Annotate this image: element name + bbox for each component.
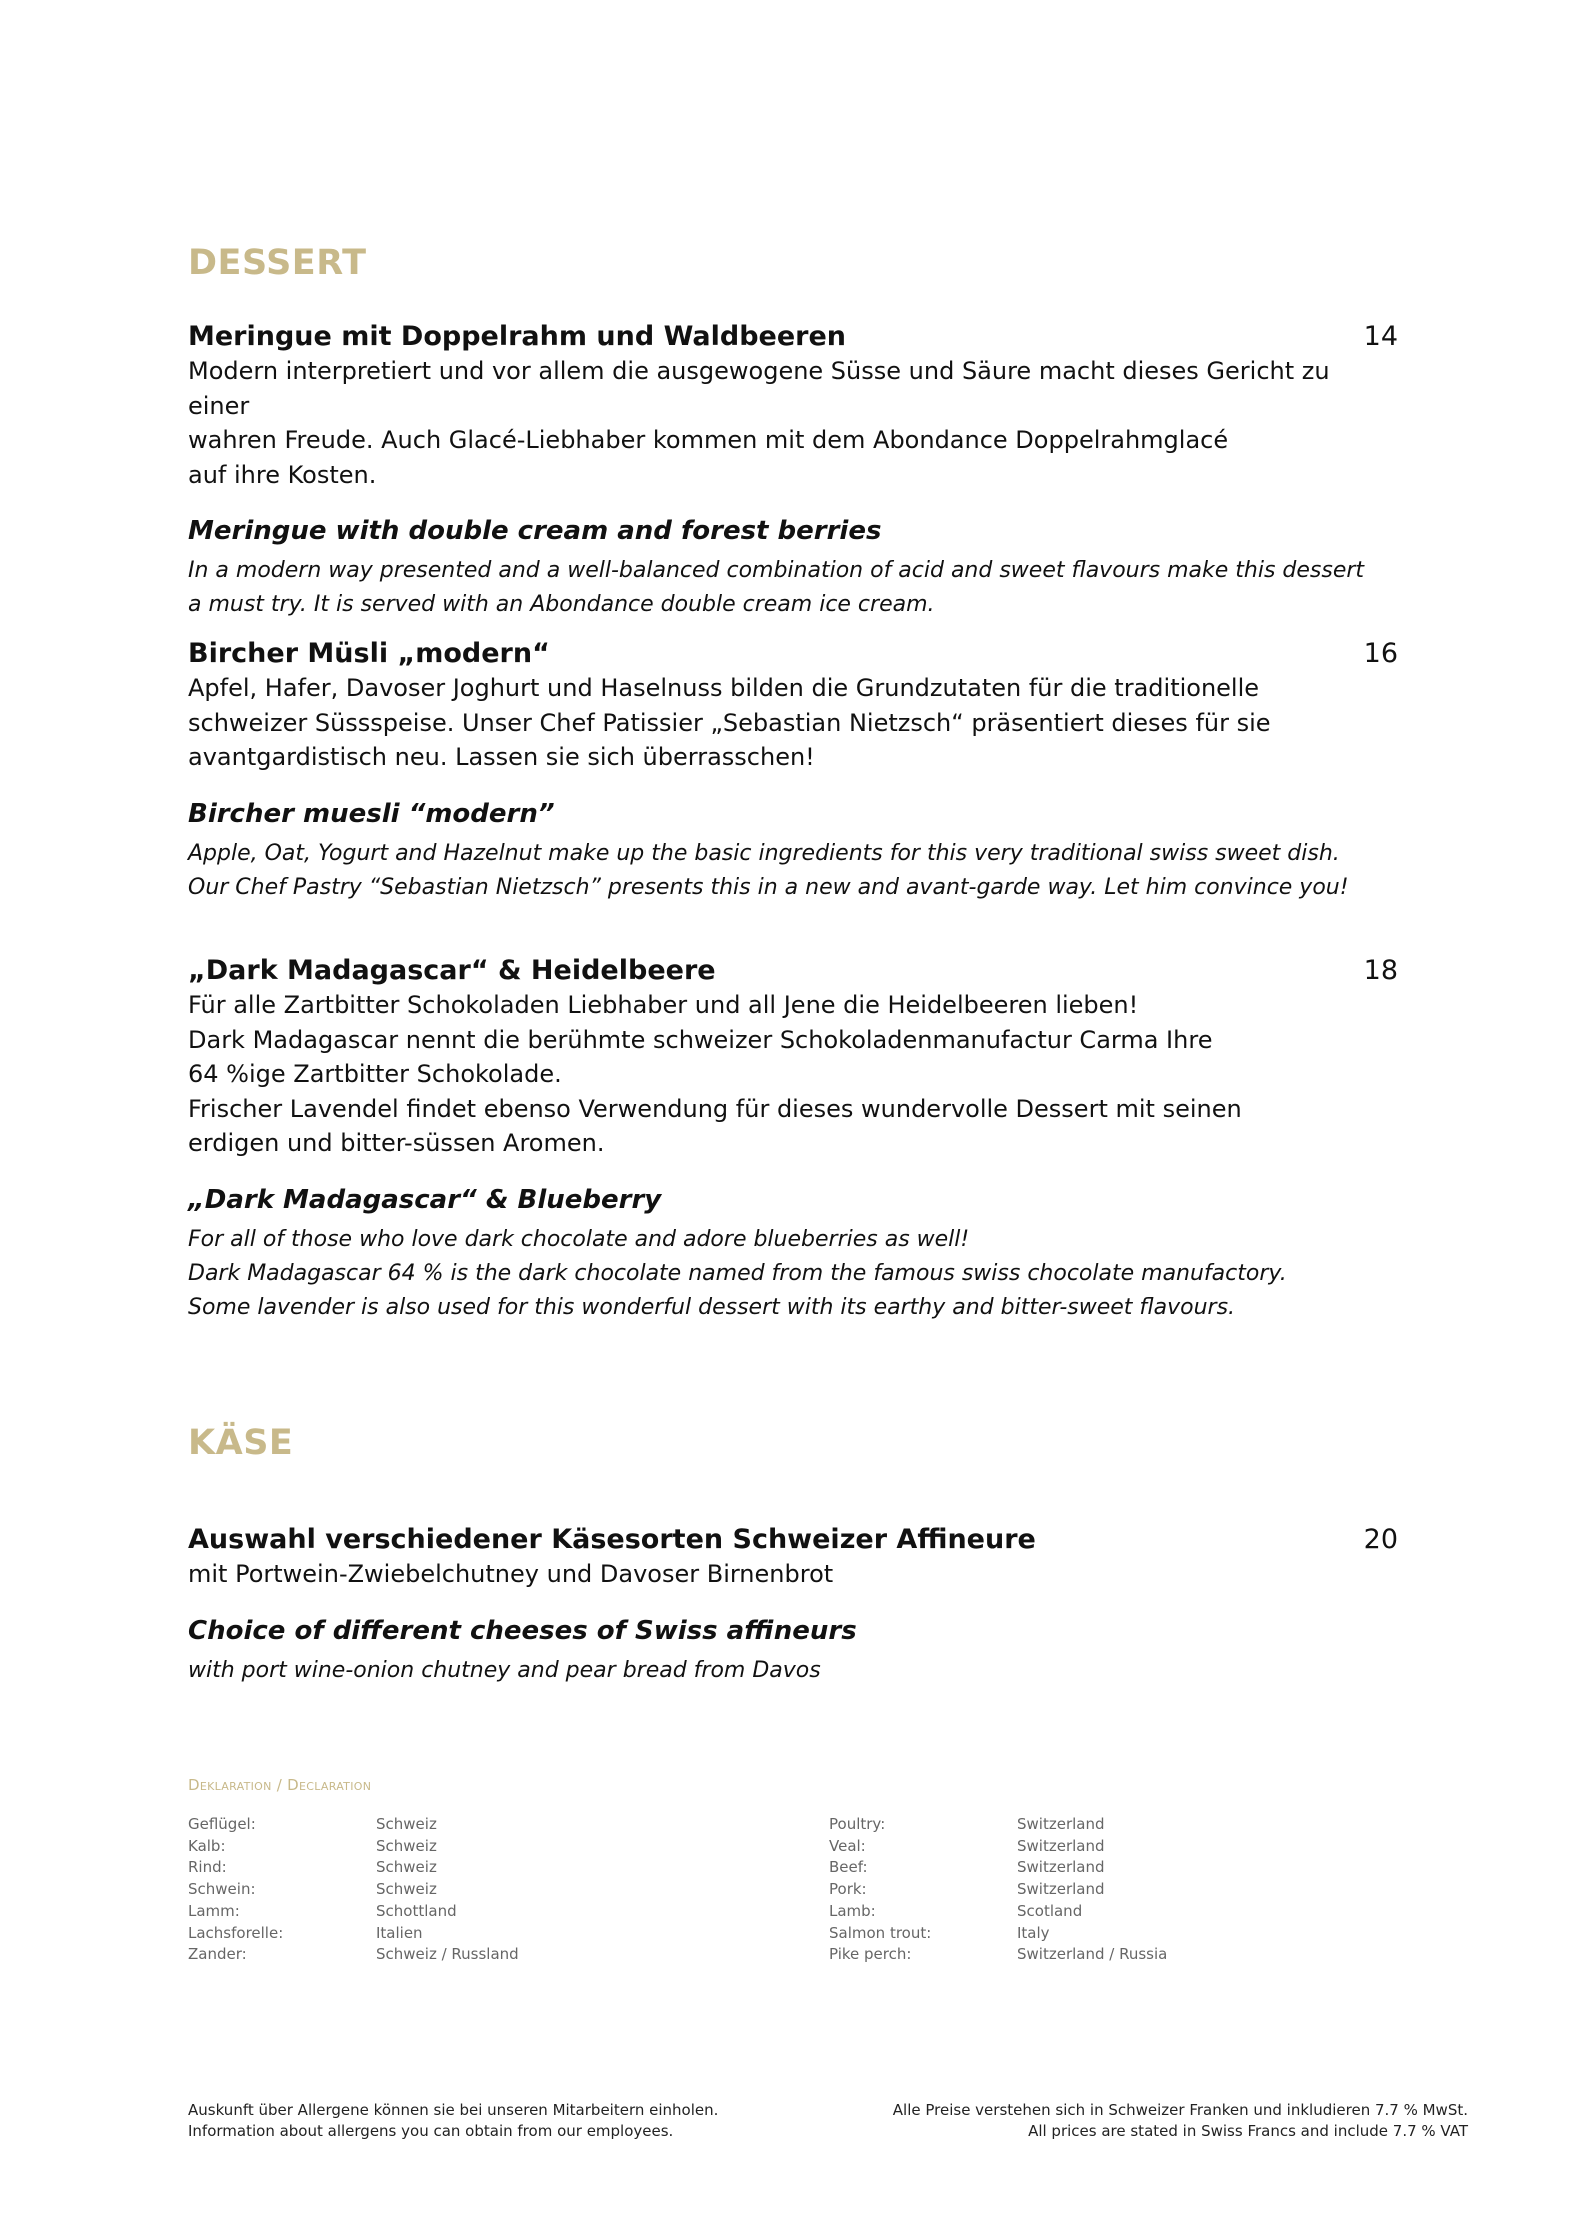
item-description-en: For all of those who love dark chocolate and adore blueberries as well! Dark Madagascar 64 % is the dark chocolate named from the famous swiss chocolate manufactory. Some lavender is also used for this wonderful dessert with its earthy and bitter-sweet flavours. <box>188 1226 1287 1320</box>
item-name-de: Auswahl verschiedener Käsesorten Schweizer Affineure <box>188 1524 1036 1555</box>
item-name-de: Meringue mit Doppelrahm und Waldbeeren <box>188 321 846 352</box>
declaration-value: Schweiz <box>376 1858 437 1877</box>
item-name-en: Meringue with double cream and forest berries <box>188 516 882 546</box>
footer-line-en: Information about allergens you can obtain from our employees. <box>188 2122 674 2140</box>
menu-item-meringue <box>188 320 1398 622</box>
item-name-de: Bircher Müsli „modern“ <box>188 638 550 669</box>
declaration-row <box>188 1944 519 1966</box>
item-description-en: Apple, Oat, Yogurt and Hazelnut make up the basic ingredients for this very traditional swiss sweet dish. Our Chef Pastry “Sebastian Nietzsch” presents this in a new and avant-garde way. Let him convince you! <box>188 840 1349 900</box>
declaration-row <box>829 1857 1167 1879</box>
item-price: 18 <box>1363 955 1398 986</box>
declaration-label: Rind: <box>188 1858 227 1877</box>
item-name-en: Bircher muesli “modern” <box>188 798 555 829</box>
declaration-label: Lamb: <box>829 1901 876 1920</box>
menu-item-cheese-selection <box>188 1523 1398 1688</box>
footer-allergen-note <box>188 2100 718 2142</box>
declaration-label: Lamm: <box>188 1901 240 1920</box>
declaration-row <box>829 1901 1167 1923</box>
item-price: 14 <box>1363 321 1398 352</box>
declaration-list-de <box>188 1814 519 1966</box>
declaration-list-en <box>829 1814 1167 1966</box>
declaration-row <box>829 1944 1167 1966</box>
footer-price-note <box>893 2100 1468 2142</box>
item-price: 20 <box>1363 1524 1398 1555</box>
item-header <box>188 320 1398 354</box>
item-header <box>188 637 1398 671</box>
footer-line-de: Auskunft über Allergene können sie bei unseren Mitarbeitern einholen. <box>188 2101 719 2119</box>
declaration-row <box>188 1836 519 1858</box>
footer-line-en: All prices are stated in Swiss Francs and include 7.7 % VAT <box>1028 2122 1468 2140</box>
declaration-row <box>188 1857 519 1879</box>
declaration-value: Scotland <box>1017 1901 1083 1920</box>
declaration-row <box>188 1901 519 1923</box>
declaration-value: Switzerland <box>1017 1815 1105 1833</box>
declaration-value: Switzerland <box>1017 1858 1105 1877</box>
declaration-value: Schweiz <box>376 1880 437 1899</box>
item-description-en: with port wine-onion chutney and pear bread from Davos <box>188 1657 821 1683</box>
declaration-label: Poultry: <box>829 1815 886 1833</box>
item-header <box>188 1523 1398 1557</box>
declaration-value: Schottland <box>376 1901 457 1920</box>
item-description-en: In a modern way presented and a well-balanced combination of acid and sweet flavours make this dessert a must try. It is served with an Abondance double cream ice cream. <box>188 558 1365 617</box>
item-name-en: „Dark Madagascar“ & Blueberry <box>188 1184 662 1215</box>
item-description-de: Modern interpretiert und vor allem die ausgewogene Süsse und Säure macht dieses Gericht zu einer wahren Freude. Auch Glacé-Liebhaber kommen mit dem Abondance Doppelrahmglacé auf ihre Kosten. <box>188 357 1330 489</box>
declaration-row <box>829 1814 1167 1836</box>
declaration-row <box>188 1923 519 1945</box>
declaration-value: Switzerland <box>1017 1836 1105 1855</box>
declaration-row <box>188 1814 519 1836</box>
menu-item-bircher-muesli <box>188 637 1398 905</box>
declaration-value: Italy <box>1017 1923 1050 1942</box>
item-description-de: Apfel, Hafer, Davoser Joghurt und Haselnuss bilden die Grundzutaten für die traditionelle schweizer Süssspeise. Unser Chef Patissier „Sebastian Nietzsch“ präsentiert dieses für sie avantgardistisch neu. Lassen sie sich überrasschen! <box>188 674 1271 771</box>
declaration-label: Zander: <box>188 1945 247 1964</box>
declaration-value: Switzerland / Russia <box>1017 1945 1168 1964</box>
menu-item-dark-madagascar <box>188 954 1398 1325</box>
declaration-value: Switzerland <box>1017 1880 1105 1899</box>
declaration-label: Beef: <box>829 1858 868 1877</box>
declaration-label: Pike perch: <box>829 1945 912 1964</box>
declaration-title: Deklaration / Declaration <box>188 1776 372 1794</box>
declaration-label: Geflügel: <box>188 1815 256 1833</box>
declaration-label: Schwein: <box>188 1880 256 1899</box>
item-name-de: „Dark Madagascar“ & Heidelbeere <box>188 955 716 986</box>
declaration-value: Schweiz <box>376 1815 437 1833</box>
section-title-dessert: DESSERT <box>188 243 367 283</box>
declaration-row <box>188 1879 519 1901</box>
item-price: 16 <box>1363 638 1398 669</box>
declaration-value: Schweiz / Russland <box>376 1945 519 1964</box>
declaration-label: Pork: <box>829 1880 867 1899</box>
item-header <box>188 954 1398 988</box>
declaration-label: Salmon trout: <box>829 1923 932 1942</box>
declaration-label: Lachsforelle: <box>188 1923 284 1942</box>
section-title-kaese: KÄSE <box>188 1423 294 1463</box>
item-name-en: Choice of different cheeses of Swiss affineurs <box>188 1615 857 1646</box>
declaration-value: Schweiz <box>376 1836 437 1855</box>
declaration-row <box>829 1836 1167 1858</box>
footer-line-de: Alle Preise verstehen sich in Schweizer Franken und inkludieren 7.7 % MwSt. <box>892 2101 1468 2119</box>
declaration-label: Kalb: <box>188 1836 226 1855</box>
declaration-value: Italien <box>376 1923 423 1942</box>
declaration-label: Veal: <box>829 1836 866 1855</box>
item-description-de: Für alle Zartbitter Schokoladen Liebhaber und all Jene die Heidelbeeren lieben! Dark Madagascar nennt die berühmte schweizer Schokoladenmanufactur Carma Ihre 64 %ige Zartbitter Schokolade. Frischer Lavendel findet ebenso Verwendung für dieses wundervolle Dessert mit seinen erdigen und bitter-süssen Aromen. <box>188 991 1242 1157</box>
declaration-row <box>829 1879 1167 1901</box>
item-description-de: mit Portwein-Zwiebelchutney und Davoser Birnenbrot <box>188 1560 834 1588</box>
declaration-row <box>829 1923 1167 1945</box>
